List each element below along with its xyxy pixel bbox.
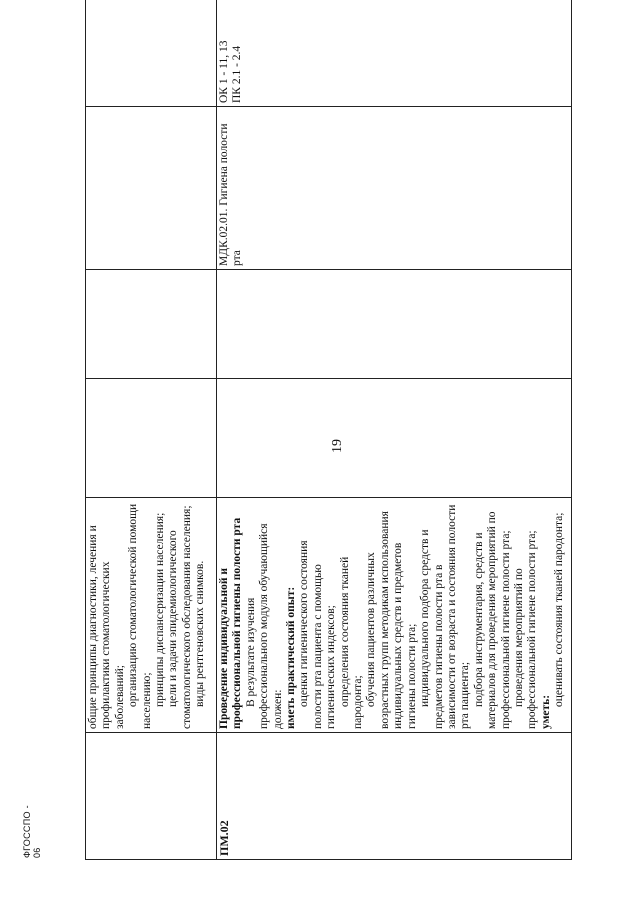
experience-item: подбора инструментария, средств и материалов для проведения мероприятий по профессиональной гигиене полости рта; <box>472 511 512 729</box>
skills-item: оценивать состояния тканей пародонта; <box>553 512 566 707</box>
competency-pk: ПК 2.1 - 2.4 <box>231 45 244 103</box>
hours2-cell <box>217 270 572 379</box>
experience-item: оценки гигиенического состояния полости рта пациента с помощью гигиенических индексов; <box>298 540 338 729</box>
competency-ok: ОК 1 - 11, 13 <box>218 40 230 103</box>
content-cell-upper <box>86 498 217 733</box>
experience-item: определения состояния тканей пародонта; <box>338 556 365 729</box>
experience-header: иметь практический опыт: <box>285 586 298 729</box>
upper-line-2: организацию стоматологической помощи населению; <box>127 503 153 729</box>
mdk-cell-upper <box>86 107 217 270</box>
skills-header: уметь: <box>539 694 552 729</box>
mdk-cell <box>217 107 572 270</box>
table-row <box>86 0 217 860</box>
rotated-page <box>85 30 565 860</box>
module-code: ПМ.02 <box>217 820 231 856</box>
competency-cell-upper <box>86 0 217 107</box>
hours-cell <box>217 379 572 498</box>
index-cell-upper <box>86 733 217 860</box>
mdk-name: МДК.02.01. Гигиена полости рта <box>218 123 244 266</box>
upper-line-1: общие принципы диагностики, лечения и профилактики стоматологических заболеваний; <box>87 525 126 729</box>
competency-cell <box>217 0 572 107</box>
module-code-cell <box>217 733 572 860</box>
hours2-cell-upper <box>86 270 217 379</box>
table-row <box>217 0 572 860</box>
module-title: Проведение индивидуальной и профессиональной гигиены полости рта <box>218 517 244 729</box>
module-intro: В результате изучения профессионального модуля обучающийся должен: <box>244 523 284 729</box>
experience-item: проведения мероприятий по профессиональной гигиене полости рта; <box>512 530 539 729</box>
page-number: 19 <box>330 439 345 453</box>
module-content-cell <box>217 498 572 733</box>
experience-item: обучения пациентов различных возрастных групп методикам использования индивидуальных средств и предметов гигиены полости рта; <box>365 511 418 729</box>
upper-line-4: цели и задачи эпидемиологического стоматологического обследования населения; <box>167 505 193 729</box>
upper-line-3: принципы диспансеризации населения; <box>154 512 167 707</box>
curriculum-table <box>85 0 572 860</box>
upper-line-5: виды рентгеновских снимков. <box>194 560 207 707</box>
experience-item: индивидуального подбора средств и предметов гигиены полости рта в зависимости от возраста и состояния полости рта пациента; <box>419 504 472 729</box>
hours-cell-upper <box>86 379 217 498</box>
footer-mark: ФГОССПО - 06 <box>22 805 42 858</box>
